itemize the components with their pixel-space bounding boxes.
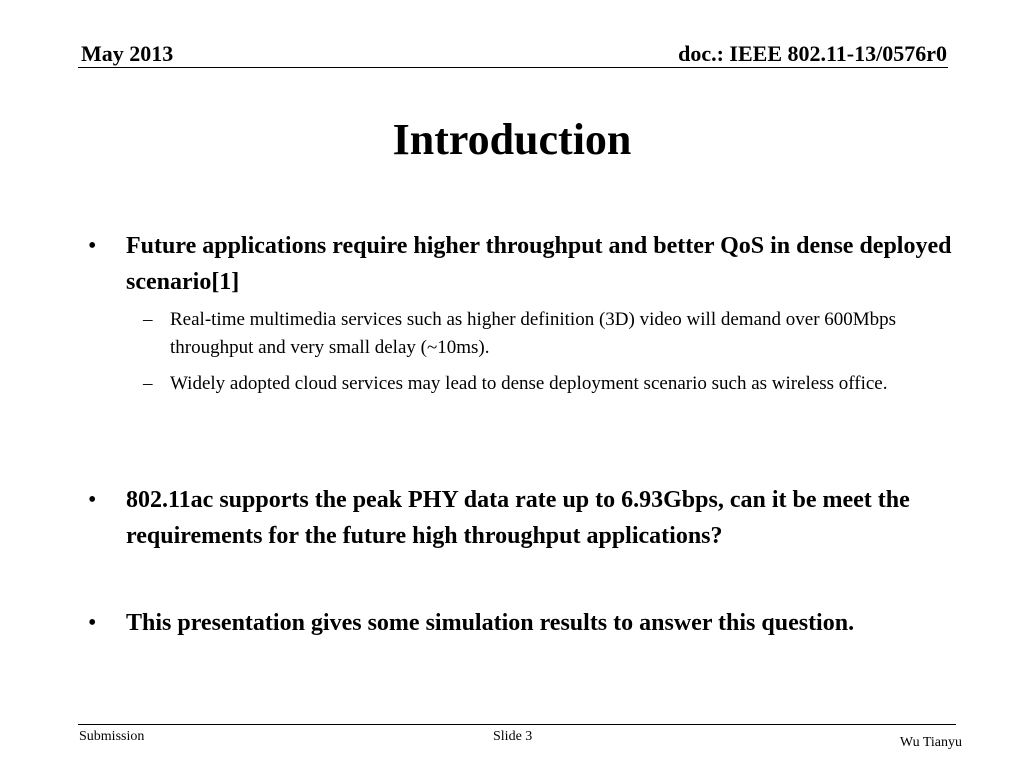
bullet-1-text: Future applications require higher throughput and better QoS in dense deployed scenario[1] xyxy=(126,233,952,295)
sub-bullet-1-2 xyxy=(143,370,960,398)
sub-bullet-1-1-text: Real-time multimedia services such as higher definition (3D) video will demand over 600Mbps throughput and very small delay (~10ms). xyxy=(170,309,897,358)
footer-divider xyxy=(78,724,956,725)
bullet-mark: • xyxy=(88,233,97,259)
bullet-mark: • xyxy=(88,610,97,636)
footer-author: Wu Tianyu xyxy=(899,735,962,750)
footer-submission: Submission xyxy=(79,729,145,744)
sub-bullet-mark: – xyxy=(143,309,153,330)
bullet-1 xyxy=(88,228,956,300)
sub-bullet-1-1 xyxy=(143,306,960,362)
bullet-3 xyxy=(88,605,956,641)
bullet-2-text: 802.11ac supports the peak PHY data rate up to 6.93Gbps, can it be meet the requirements for the future high throughput applications? xyxy=(126,487,910,549)
bullet-mark: • xyxy=(88,487,97,513)
sub-bullet-1-2-text: Widely adopted cloud services may lead to dense deployment scenario such as wireless office. xyxy=(170,373,888,394)
sub-bullet-mark: – xyxy=(143,373,153,394)
header-doc-id: doc.: IEEE 802.11-13/0576r0 xyxy=(678,41,947,66)
bullet-2 xyxy=(88,482,956,554)
header-divider xyxy=(78,67,948,68)
bullet-3-text: This presentation gives some simulation results to answer this question. xyxy=(126,610,855,636)
footer-slide-number: Slide 3 xyxy=(493,729,533,744)
slide-title: Introduction xyxy=(392,115,632,164)
header-date: May 2013 xyxy=(81,41,174,66)
